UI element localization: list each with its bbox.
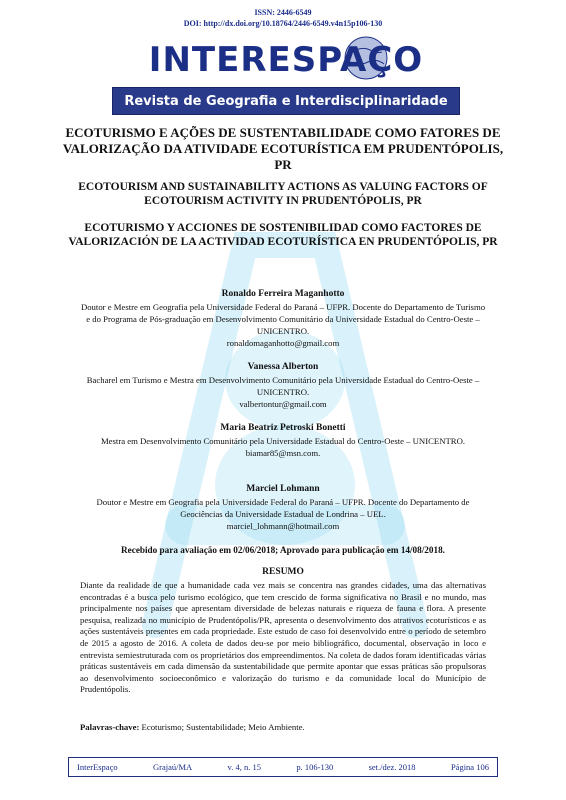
keywords-label: Palavras-chave: (80, 722, 140, 732)
issn: ISSN: 2446-6549 (254, 8, 312, 17)
journal-subtitle-banner (112, 87, 460, 115)
author-bio: Bacharel em Turismo e Mestra em Desenvolvimento Comunitário pela Universidade Estadual do Centro-Oeste – UNICENTRO. (86, 375, 480, 397)
author-block (80, 422, 486, 459)
title-spanish: ECOTURISMO Y ACCIONES DE SOSTENIBILIDAD COMO FACTORES DE VALORIZACIÓN DE LA ACTIVIDAD ECOTURÍSTICA EN PRUDENTÓPOLIS, PR (68, 222, 498, 248)
author-block (80, 288, 486, 349)
footer-volume: v. 4, n. 15 (227, 762, 261, 772)
page-footer (68, 757, 498, 777)
author-bio: Doutor e Mestre em Geografia pela Universidade Federal do Paraná – UFPR. Docente do Departamento de Geociências da Universidade Estadual de Londrina – UEL. (96, 497, 470, 519)
doi-link[interactable]: DOI: http://dx.doi.org/10.18764/2446-6549.v4n15p106-130 (183, 19, 383, 28)
author-name: Maria Beatriz Petroski Bonetti (220, 423, 346, 433)
footer-page-number: Página 106 (450, 762, 489, 772)
author-name: Ronaldo Ferreira Maganhotto (221, 289, 345, 299)
publication-meta (0, 7, 566, 29)
author-email[interactable]: ronaldomaganhotto@gmail.com (226, 338, 340, 348)
keywords-value: Ecoturismo; Sustentabilidade; Meio Ambiente. (141, 722, 305, 732)
submission-dates: Recebido para avaliação em 02/06/2018; Aprovado para publicação em 14/08/2018. (121, 545, 445, 555)
journal-logo (112, 40, 460, 80)
author-bio: Mestra em Desenvolvimento Comunitário pela Universidade Estadual do Centro-Oeste – UNICENTRO. (100, 436, 466, 446)
logo-wordmark: INTERESPAÇO (148, 40, 424, 80)
author-email[interactable]: valbertontur@gmail.com (239, 399, 327, 409)
footer-journal: InterEspaço (77, 762, 118, 772)
author-block (80, 483, 486, 532)
author-bio: Doutor e Mestre em Geografia pela Universidade Federal do Paraná – UFPR. Docente do Departamento de Turismo e do Programa de Pós-graduação em Desenvolvimento Comunitário da Universidade Estadual do Centro-Oeste – UNICENTRO. (80, 302, 486, 336)
footer-place: Grajaú/MA (152, 762, 193, 772)
author-email[interactable]: marciel_lohmann@hotmail.com (226, 521, 340, 531)
author-name: Vanessa Alberton (247, 362, 319, 372)
footer-pages: p. 106-130 (296, 762, 334, 772)
abstract-text: Diante da realidade de que a humanidade cada vez mais se concentra nas grandes cidades, uma das alternativas encontradas é a busca pelo turismo ecológico, que tem crescido de forma significativa no Brasil e no mundo, mas principalmente nos países que apresentam diversidade de belezas naturais e riqueza de fauna e flora. A presente pesquisa, realizada no município de Prudentópolis/PR, apresenta o desenvolvimento dos atrativos ecoturísticos e as ações sustentáveis presentes em cada propriedade. Este estudo de caso foi desenvolvido entre o período de setembro de 2015 a agosto de 2016. A coleta de dados deu-se por meio bibliográfico, documental, observação in loco e entrevista semiestruturada com os proprietários dos empreendimentos. Na coleta de dados foram identificadas várias práticas sustentáveis em cada dimensão da sustentabilidade que permite apontar que essas práticas são propulsoras ao desenvolvimento socioeconômico e valorização do turismo e da comunidade local do Município de Prudentópolis. (80, 580, 486, 695)
title-portuguese: ECOTURISMO E AÇÕES DE SUSTENTABILIDADE COMO FATORES DE VALORIZAÇÃO DA ATIVIDADE ECOTURÍSTICA EM PRUDENTÓPOLIS, PR (62, 125, 504, 172)
title-english: ECOTOURISM AND SUSTAINABILITY ACTIONS AS VALUING FACTORS OF ECOTOURISM ACTIVITY IN PRUDENTÓPOLIS, PR (78, 181, 488, 207)
author-block (80, 361, 486, 410)
keywords (80, 722, 486, 732)
footer-date: set./dez. 2018 (368, 762, 416, 772)
journal-subtitle: Revista de Geografia e Interdisciplinaridade (124, 94, 448, 109)
abstract-heading: RESUMO (262, 567, 304, 577)
author-name: Marciel Lohmann (246, 484, 320, 494)
author-email[interactable]: biamar85@msn.com. (245, 448, 321, 458)
